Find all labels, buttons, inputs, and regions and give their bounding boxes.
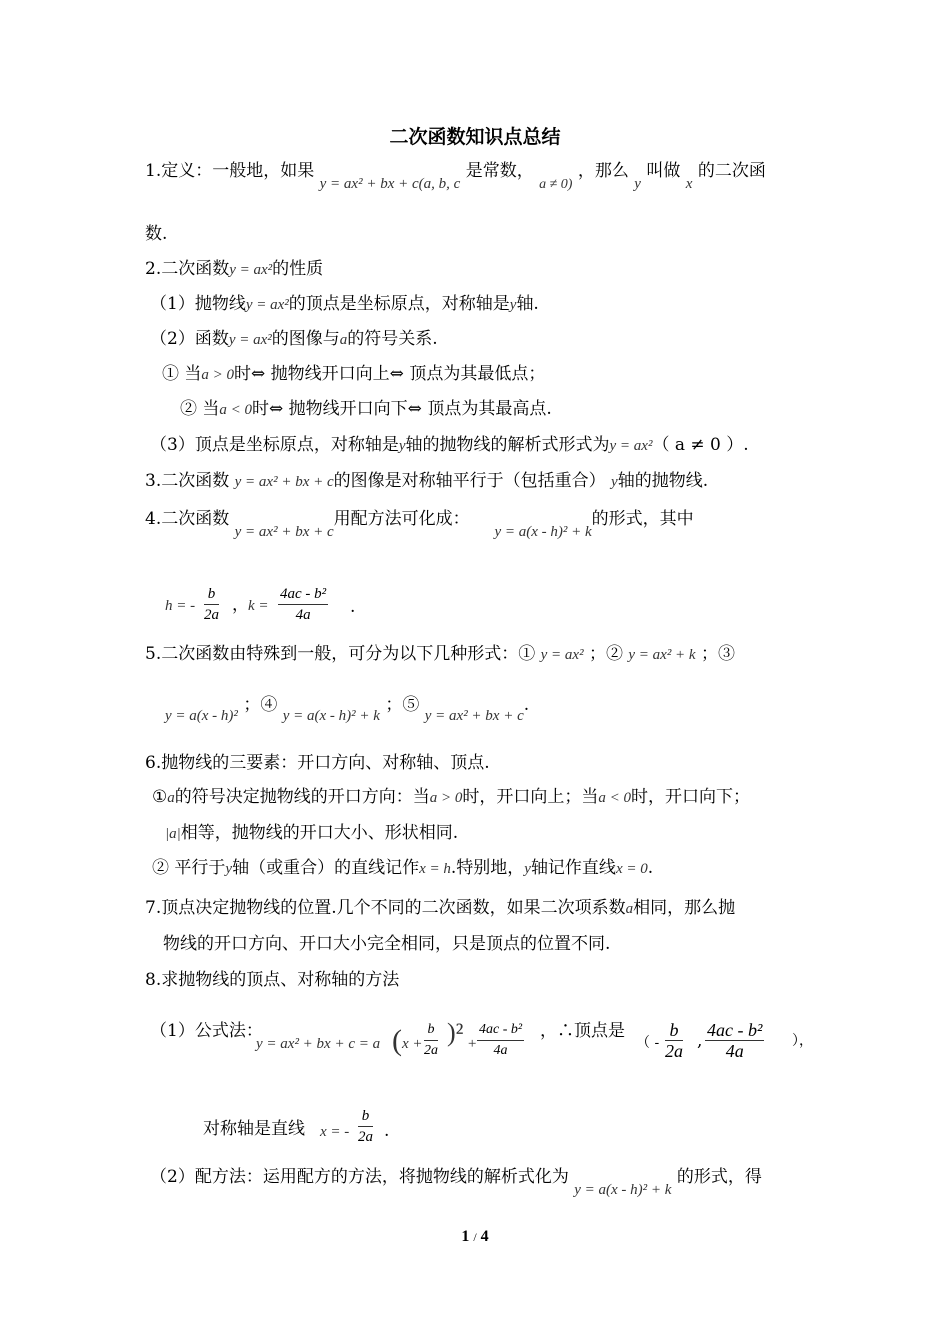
rule-text: 轴（或重合）的直线记作: [232, 858, 420, 878]
axis-label: 对称轴是直线: [203, 1119, 305, 1139]
var-y: y: [524, 861, 531, 877]
paren-left: (: [392, 1024, 402, 1057]
var-x: x: [685, 176, 693, 192]
property-text: （1）抛物线: [150, 294, 246, 314]
rule-text: 的符号决定抛物线的开口方向：当: [174, 787, 430, 807]
equation: +: [467, 1036, 478, 1052]
equation: x = 0: [615, 861, 648, 877]
property-text: 轴的抛物线的解析式形式为: [405, 435, 610, 455]
current-page: 1: [461, 1228, 470, 1245]
page-number: [0, 1228, 950, 1246]
rule-marker: ①: [152, 787, 168, 807]
form-2: y = ax² + k: [628, 647, 696, 663]
section-text: 相同，那么抛: [633, 898, 736, 918]
equation: y = ax²: [245, 297, 289, 313]
fraction-numerator: b: [358, 1106, 373, 1127]
fraction-denominator: 4a: [493, 1043, 508, 1058]
form-marker: ；②: [588, 644, 623, 664]
property-1: [150, 293, 539, 316]
section-6-heading: 6.抛物线的三要素：开口方向、对称轴、顶点.: [145, 753, 490, 773]
condition: （ a ≠ 0 ）.: [652, 435, 749, 455]
case-a-positive: [162, 363, 545, 386]
property-text: 的符号关系.: [347, 329, 438, 349]
k-formula-lhs: [248, 594, 269, 617]
var-y: y: [509, 297, 517, 313]
fraction-denominator: 2a: [358, 1129, 373, 1145]
form-4: y = a(x - h)² + k: [282, 708, 380, 724]
total-pages: 4: [480, 1228, 489, 1245]
fraction-denominator: 2a: [424, 1043, 438, 1058]
vertex-y-fraction: [705, 1020, 764, 1061]
vertex-comma: ,: [697, 1031, 703, 1051]
x-plus: [402, 1032, 423, 1055]
rule-text: 相等，抛物线的开口大小、形状相同.: [180, 823, 459, 843]
section-text: 4.二次函数: [145, 509, 230, 529]
period: .: [523, 695, 530, 715]
fraction-numerator: 4ac - b²: [707, 1020, 763, 1040]
section-4: [145, 508, 694, 540]
h-formula-lhs: [165, 594, 195, 617]
rule-1: [152, 786, 750, 809]
equation: x +: [402, 1036, 423, 1052]
vertex-x-fraction: [665, 1020, 683, 1061]
section-7: [145, 897, 735, 920]
plus-sign: [467, 1032, 477, 1055]
k-fraction: [278, 584, 328, 625]
period: .: [384, 1121, 390, 1141]
rule-text: 时，开口向下；: [631, 787, 750, 807]
fraction-denominator: 2a: [204, 607, 219, 623]
equation: y = ax²: [229, 262, 273, 278]
period: .: [350, 597, 356, 617]
section-text: 3.二次函数: [145, 471, 230, 491]
fraction-numerator: b: [665, 1020, 683, 1041]
formula-method-label: （1）公式法：: [150, 1021, 263, 1041]
rule-text: .特别地，: [450, 858, 525, 878]
property-text: 轴.: [516, 294, 539, 314]
var-y: y: [634, 176, 641, 192]
property-text: （2）函数: [150, 329, 229, 349]
section-text: 5.二次函数由特殊到一般，可分为以下几种形式：: [145, 644, 519, 664]
axis-fraction: [358, 1106, 373, 1147]
condition: a > 0: [201, 367, 235, 383]
condition: a < 0: [219, 402, 253, 418]
definition-continued: 数.: [145, 224, 168, 244]
condition-a-nonzero: a ≠ 0): [539, 177, 573, 192]
equation: x = -: [320, 1124, 350, 1140]
condition: a > 0: [429, 790, 463, 806]
property-text: 的顶点是坐标原点，对称轴是: [288, 294, 510, 314]
form-marker: ；③: [701, 644, 735, 664]
case-text: 时⇔ 抛物线开口向上⇔ 顶点为其最低点；: [234, 364, 546, 384]
period: .: [647, 858, 654, 878]
formula-fraction-b-2a: [424, 1020, 438, 1061]
equation: y = ax²: [228, 332, 272, 348]
section-text: 用配方法可化成：: [333, 509, 470, 529]
section-text: 2.二次函数: [145, 259, 230, 279]
abs-a: |a|: [165, 826, 181, 842]
fraction-numerator: 4ac - b²: [477, 1020, 524, 1041]
vertex-form-equation: y = a(x - h)² + k: [574, 1182, 672, 1198]
fraction-numerator: b: [424, 1020, 438, 1041]
section-5-forms: [165, 694, 530, 724]
form-marker: ；④: [243, 695, 278, 715]
var-a: a: [339, 332, 348, 348]
section-text: 的性质: [272, 259, 324, 279]
definition-text: 的二次函: [697, 161, 766, 181]
form-3: y = a(x - h)²: [165, 708, 238, 724]
fraction-denominator: 2a: [665, 1041, 683, 1061]
equation: y = ax² + bx + c = a: [256, 1036, 381, 1052]
k-lhs: k =: [248, 598, 269, 614]
var-a: a: [167, 790, 175, 806]
form-1: y = ax²: [540, 647, 584, 663]
case-text: 时⇔ 抛物线开口向下⇔ 顶点为其最高点.: [252, 399, 552, 419]
definition-text: 叫做: [646, 161, 681, 181]
section-5: [145, 643, 735, 666]
page-title: 二次函数知识点总结: [389, 126, 561, 148]
rule-text: ② 平行于: [152, 858, 226, 878]
section-text: 轴的抛物线.: [617, 471, 709, 491]
h-fraction: [204, 584, 219, 625]
rule-text: 轴记作直线: [530, 858, 616, 878]
vertex-open: （ -: [636, 1035, 660, 1051]
fraction-numerator: b: [204, 584, 219, 605]
equation: y = ax²: [609, 438, 653, 454]
rule-2: [152, 857, 653, 880]
definition-text: 1.定义：一般地，如果: [145, 161, 315, 181]
vertex-label: ，∴顶点是: [540, 1021, 625, 1041]
fraction-denominator: 4a: [295, 607, 311, 623]
form-marker: ①: [518, 644, 536, 664]
h-lhs: h = -: [165, 598, 196, 614]
form-marker: ；⑤: [385, 695, 420, 715]
var-y: y: [225, 861, 233, 877]
var-a: a: [625, 901, 634, 917]
completing-square-method: [150, 1166, 762, 1198]
form-5: y = ax² + bx + c: [424, 708, 524, 724]
property-3: [150, 434, 749, 457]
section-8-heading: 8.求抛物线的顶点、对称轴的方法: [145, 970, 400, 990]
definition-text: 是常数，: [465, 161, 534, 181]
var-y: y: [398, 438, 406, 454]
section-text: 7.顶点决定抛物线的位置.几个不同的二次函数，如果二次项系数: [145, 898, 626, 918]
section-text: 的形式，其中: [591, 509, 694, 529]
section-text: 的图像是对称轴平行于（包括重合）: [333, 471, 606, 491]
var-y: y: [611, 474, 618, 490]
definition-text: ，那么: [577, 161, 629, 181]
case-text: ② 当: [180, 399, 220, 419]
page-separator: /: [473, 1230, 477, 1244]
equation: x = h: [419, 861, 451, 877]
separator: ，: [232, 595, 249, 615]
section-2-heading: [145, 258, 323, 281]
axis-lhs: [320, 1120, 349, 1143]
rule-text: 时，开口向上；当: [462, 787, 599, 807]
case-text: ① 当: [162, 364, 202, 384]
general-form-equation: y = ax² + bx + c(a, b, c: [319, 176, 461, 192]
fraction-numerator: 4ac - b²: [278, 584, 328, 605]
formula-method-lhs: [256, 1032, 380, 1055]
section-7-continued: 物线的开口方向、开口大小完全相同，只是顶点的位置不同.: [163, 934, 611, 954]
rule-1-continued: [165, 822, 458, 845]
fraction-denominator: 4a: [725, 1041, 744, 1061]
condition: a < 0: [598, 790, 631, 806]
equation: y = ax² + bx + c: [234, 524, 334, 540]
vertex-form-equation: y = a(x - h)² + k: [494, 524, 592, 540]
section-3: [145, 470, 708, 493]
method-text: （2）配方法：运用配方的方法，将抛物线的解析式化为: [150, 1167, 569, 1187]
property-text: （3）顶点是坐标原点，对称轴是: [150, 435, 399, 455]
property-2: [150, 328, 438, 351]
equation: y = ax² + bx + c: [234, 474, 334, 490]
vertex-close: ），: [792, 1033, 813, 1049]
paren-right-squared: )²: [447, 1018, 464, 1047]
case-a-negative: [180, 398, 552, 421]
method-text: 的形式，得: [676, 1167, 762, 1187]
formula-fraction-k: [477, 1020, 524, 1061]
property-text: 的图像与: [271, 329, 340, 349]
